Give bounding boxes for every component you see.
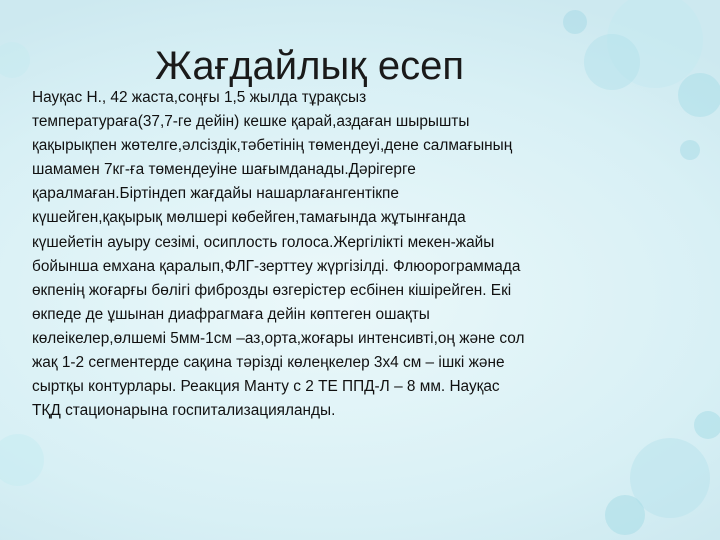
case-text-line: Науқас Н., 42 жаста,соңғы 1,5 жылда тұрақсыз xyxy=(32,89,367,106)
case-text-line: шамамен 7кг-ға төмендеуіне шағымданады.Дәрігерге xyxy=(32,161,416,179)
case-text-line: қақырықпен жөтелге,әлсіздік,тәбетінің төмендеуі,дене салмағының xyxy=(32,137,513,155)
case-text-line: сыртқы контурлары. Реакция Манту с 2 ТЕ ППД-Л – 8 мм. Науқас xyxy=(32,378,500,396)
decor-bubble xyxy=(678,73,720,117)
case-text-line: бойынша емхана қаралып,ФЛГ-зерттеу жүргізілді. Флюорограммада xyxy=(32,257,521,275)
decor-bubble xyxy=(694,411,720,439)
decor-bubble xyxy=(0,434,44,486)
case-text-line: өкпеде де ұшынан диафрагмаға дейін көптеген ошақты xyxy=(32,305,430,323)
case-text-line: жақ 1-2 сегментерде сақина тәрізді көлеңкелер 3х4 см – ішкі және xyxy=(32,354,505,372)
case-text-line: ТҚД стационарына госпитализацияланды. xyxy=(32,402,336,420)
slide-title: Жағдайлық есеп xyxy=(155,44,465,88)
decor-bubble xyxy=(605,495,645,535)
decor-bubble xyxy=(584,34,640,90)
case-text-line: өкпенің жоғарғы бөлігі фиброзды өзгерістер есбінен кішірейген. Екі xyxy=(32,281,512,299)
case-text-line: күшейген,қақырық мөлшері көбейген,тамағында жұтынғанда xyxy=(32,209,466,227)
case-text-line: температураға(37,7-ге дейін) кешке қарай,аздаған шырышты xyxy=(32,113,470,131)
case-text-line: көлеікелер,өлшемі 5мм-1см –аз,орта,жоғары интенсивті,оң және сол xyxy=(32,329,525,347)
case-text-line: күшейетін ауыру сезімі, осиплость голоса.Жергілікті мекен-жайы xyxy=(32,233,495,251)
decor-bubble xyxy=(680,140,700,160)
decor-bubble xyxy=(0,42,30,78)
case-text-line: қаралмаған.Біртіндеп жағдайы нашарлағангентікпе xyxy=(32,185,399,203)
decor-bubble xyxy=(563,10,587,34)
case-text xyxy=(32,86,682,423)
